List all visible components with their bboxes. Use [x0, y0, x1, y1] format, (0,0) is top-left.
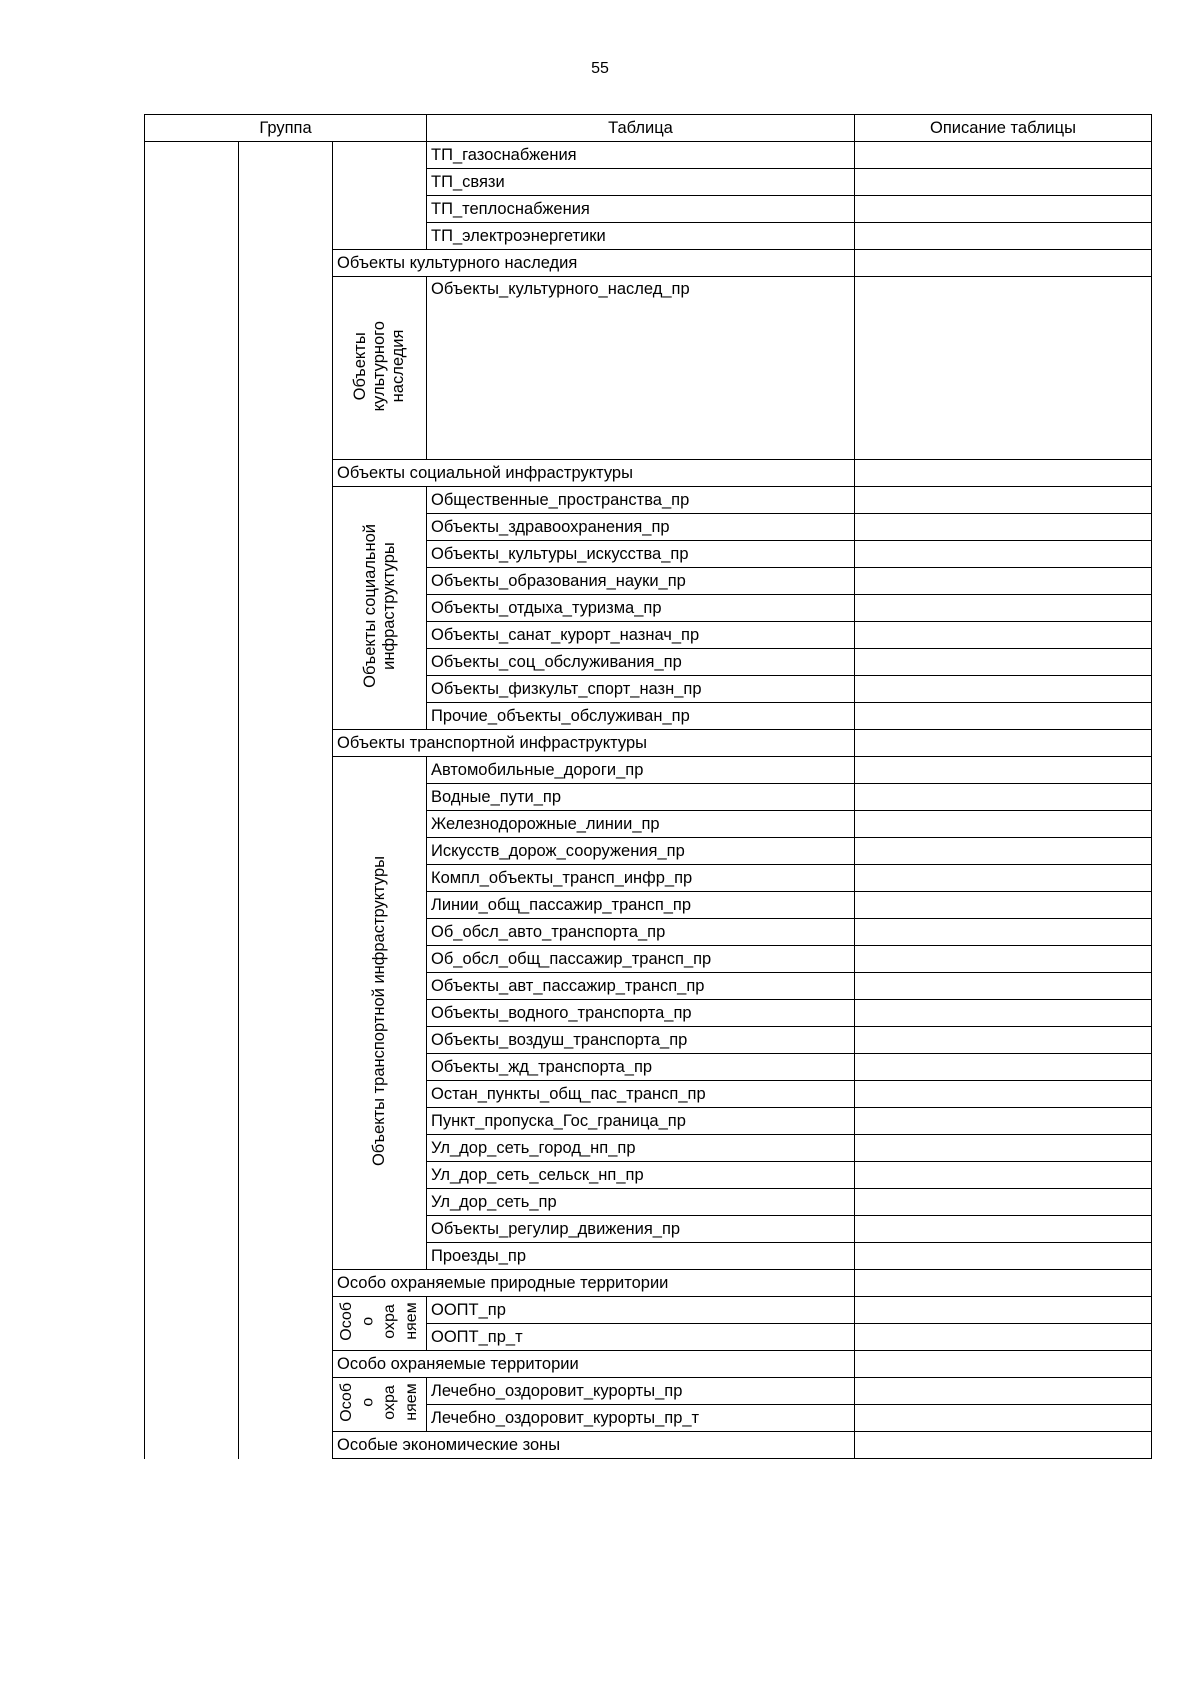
table-description-cell	[855, 487, 1152, 514]
table-description-cell	[855, 730, 1152, 757]
table-description-cell	[855, 1027, 1152, 1054]
table-name: Прочие_объекты_обслуживан_пр	[427, 703, 855, 730]
table-name: Железнодорожные_линии_пр	[427, 811, 855, 838]
table-description-cell	[855, 514, 1152, 541]
table-description-cell	[855, 1216, 1152, 1243]
table-name: ТП_электроэнергетики	[427, 223, 855, 250]
table-name: Объекты_культуры_искусства_пр	[427, 541, 855, 568]
table-name: Искусств_дорож_сооружения_пр	[427, 838, 855, 865]
table-description-cell	[855, 1000, 1152, 1027]
subgroup-blank	[333, 142, 427, 250]
page-number: 55	[591, 60, 609, 77]
table-description-cell	[855, 757, 1152, 784]
table-description-cell	[855, 568, 1152, 595]
table-description-cell	[855, 703, 1152, 730]
vertical-subgroup-text: Особ о охра няем	[338, 1302, 421, 1342]
table-description-cell	[855, 865, 1152, 892]
table-description-cell	[855, 1189, 1152, 1216]
table-description-cell	[855, 223, 1152, 250]
table-name: Объекты_культурного_наслед_пр	[427, 277, 855, 460]
table-name: Ул_дор_сеть_пр	[427, 1189, 855, 1216]
table-description-cell	[855, 1405, 1152, 1432]
table-name: ООПТ_пр_т	[427, 1324, 855, 1351]
continuation-line	[238, 1444, 239, 1452]
table-description-cell	[855, 1135, 1152, 1162]
vertical-subgroup-text: Особ о охра няем	[338, 1383, 421, 1423]
vertical-subgroup-text: Объекты социальной инфраструктуры	[360, 524, 398, 689]
header-row	[145, 115, 1152, 142]
table-name: Линии_общ_пассажир_трансп_пр	[427, 892, 855, 919]
table-description-cell	[855, 277, 1152, 460]
vertical-subgroup-label	[333, 277, 427, 460]
table-description-cell	[855, 838, 1152, 865]
table-name: Объекты_воздуш_транспорта_пр	[427, 1027, 855, 1054]
table-name: ТП_теплоснабжения	[427, 196, 855, 223]
table-name: Объекты_водного_транспорта_пр	[427, 1000, 855, 1027]
table-name: Пункт_пропуска_Гос_граница_пр	[427, 1108, 855, 1135]
table-name: ТП_связи	[427, 169, 855, 196]
table-description-cell	[855, 1378, 1152, 1405]
table-description-cell	[855, 622, 1152, 649]
header-description: Описание таблицы	[855, 115, 1152, 142]
vertical-subgroup-label	[333, 1378, 427, 1432]
table-name: Компл_объекты_трансп_инфр_пр	[427, 865, 855, 892]
table-description-cell	[855, 1270, 1152, 1297]
table-name: Объекты_авт_пассажир_трансп_пр	[427, 973, 855, 1000]
table-name: Объекты_образования_науки_пр	[427, 568, 855, 595]
vertical-subgroup-label	[333, 757, 427, 1270]
table-name: Об_обсл_общ_пассажир_трансп_пр	[427, 946, 855, 973]
vertical-subgroup-text: Объекты транспортной инфраструктуры	[370, 856, 389, 1167]
table-name: Автомобильные_дороги_пр	[427, 757, 855, 784]
layer-table	[144, 114, 1152, 1459]
table-description-cell	[855, 649, 1152, 676]
table-name: Проезды_пр	[427, 1243, 855, 1270]
table-name: ООПТ_пр	[427, 1297, 855, 1324]
table-description-cell	[855, 973, 1152, 1000]
table-name: Остан_пункты_общ_пас_трансп_пр	[427, 1081, 855, 1108]
vertical-subgroup-text: Объекты культурного наследия	[351, 321, 407, 412]
table-name: Объекты_здравоохранения_пр	[427, 514, 855, 541]
continuation-line	[144, 1444, 145, 1452]
table-description-cell	[855, 1108, 1152, 1135]
table-description-cell	[855, 142, 1152, 169]
vertical-subgroup-label	[333, 487, 427, 730]
table-description-cell	[855, 1351, 1152, 1378]
group-column-1	[145, 142, 239, 1459]
table-name: Объекты_соц_обслуживания_пр	[427, 649, 855, 676]
table-description-cell	[855, 676, 1152, 703]
table-name: Общественные_пространства_пр	[427, 487, 855, 514]
table-name: ТП_газоснабжения	[427, 142, 855, 169]
header-group: Группа	[145, 115, 427, 142]
table-description-cell	[855, 1432, 1152, 1459]
table-name: Объекты_жд_транспорта_пр	[427, 1054, 855, 1081]
table-description-cell	[855, 169, 1152, 196]
section-title: Особо охраняемые природные территории	[333, 1270, 855, 1297]
table-description-cell	[855, 1162, 1152, 1189]
table-description-cell	[855, 1054, 1152, 1081]
table-name: Ул_дор_сеть_сельск_нп_пр	[427, 1162, 855, 1189]
table-description-cell	[855, 541, 1152, 568]
section-title: Объекты транспортной инфраструктуры	[333, 730, 855, 757]
table-description-cell	[855, 1297, 1152, 1324]
table-name: Объекты_отдыха_туризма_пр	[427, 595, 855, 622]
section-title: Особые экономические зоны	[333, 1432, 855, 1459]
table-name: Лечебно_оздоровит_курорты_пр_т	[427, 1405, 855, 1432]
table-description-cell	[855, 811, 1152, 838]
header-table: Таблица	[427, 115, 855, 142]
vertical-subgroup-label	[333, 1297, 427, 1351]
table-name: Ул_дор_сеть_город_нп_пр	[427, 1135, 855, 1162]
table-description-cell	[855, 595, 1152, 622]
table-description-cell	[855, 919, 1152, 946]
table-name: Объекты_физкульт_спорт_назн_пр	[427, 676, 855, 703]
table-description-cell	[855, 1324, 1152, 1351]
table-name: Лечебно_оздоровит_курорты_пр	[427, 1378, 855, 1405]
table-description-cell	[855, 946, 1152, 973]
table-description-cell	[855, 250, 1152, 277]
section-title: Особо охраняемые территории	[333, 1351, 855, 1378]
table-description-cell	[855, 460, 1152, 487]
table-name: Об_обсл_авто_транспорта_пр	[427, 919, 855, 946]
table-name: Объекты_санат_курорт_назнач_пр	[427, 622, 855, 649]
table-description-cell	[855, 1243, 1152, 1270]
section-title: Объекты социальной инфраструктуры	[333, 460, 855, 487]
table-name: Водные_пути_пр	[427, 784, 855, 811]
table-description-cell	[855, 196, 1152, 223]
table-row	[145, 142, 1152, 169]
table-description-cell	[855, 1081, 1152, 1108]
section-title: Объекты культурного наследия	[333, 250, 855, 277]
table-name: Объекты_регулир_движения_пр	[427, 1216, 855, 1243]
group-column-2	[239, 142, 333, 1459]
table-description-cell	[855, 784, 1152, 811]
table-description-cell	[855, 892, 1152, 919]
